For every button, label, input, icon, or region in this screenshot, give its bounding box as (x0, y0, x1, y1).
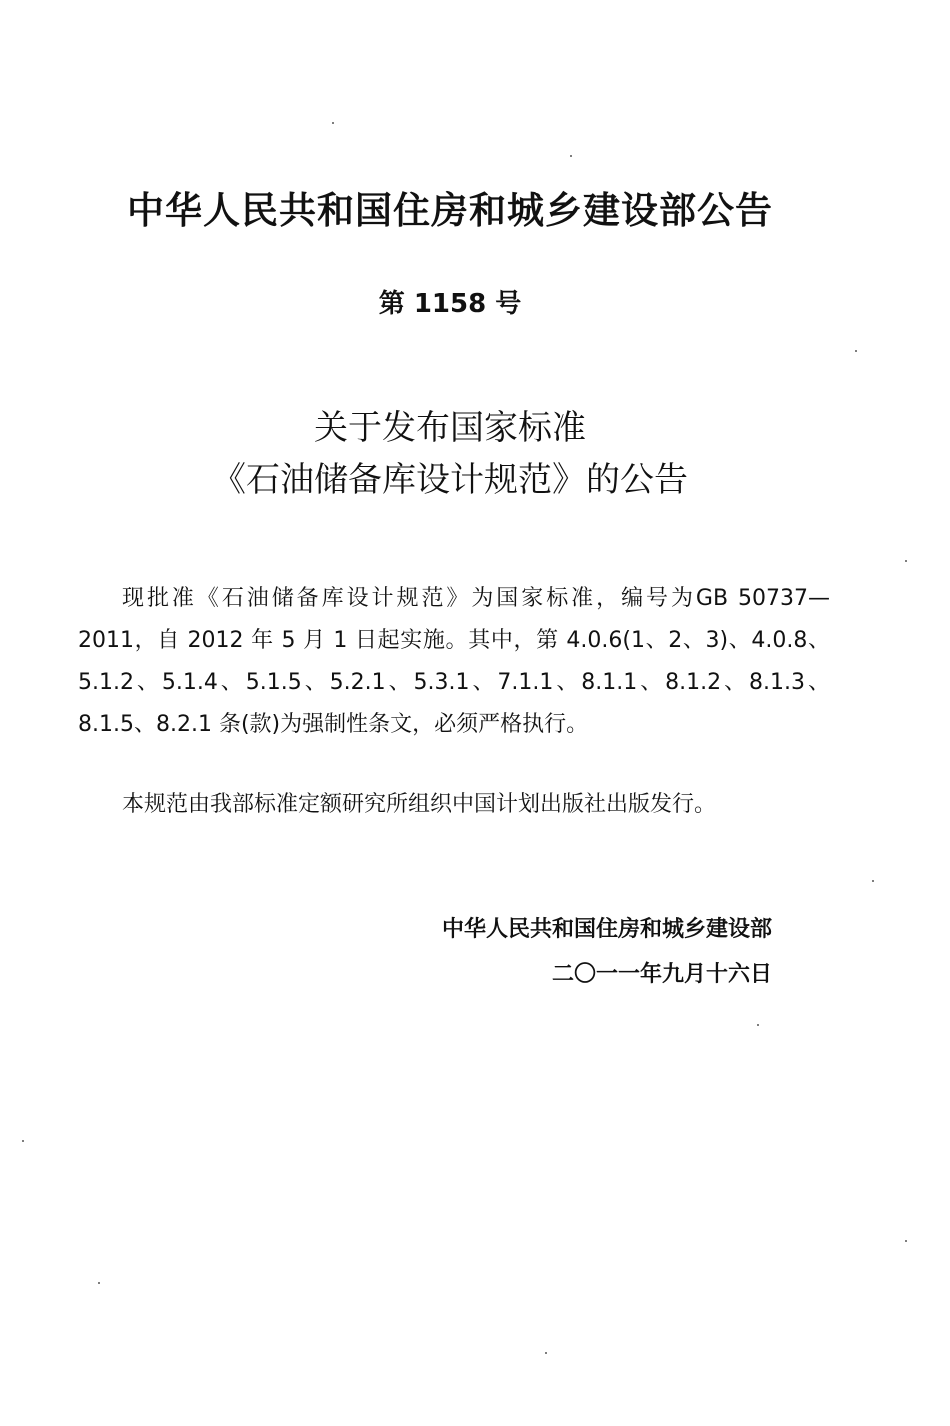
issue-date: 二〇一一年九月十六日 (551, 962, 772, 987)
scan-speck (22, 1140, 24, 1142)
announcement-title: 中华人民共和国住房和城乡建设部公告 (127, 189, 773, 232)
issuing-organization: 中华人民共和国住房和城乡建设部 (441, 917, 772, 942)
scan-speck (855, 350, 857, 352)
scan-speck (332, 122, 334, 124)
scan-speck (545, 1352, 547, 1354)
scan-speck (98, 1282, 100, 1284)
scan-speck (905, 560, 907, 562)
announcement-number: 第 1158 号 (378, 289, 522, 319)
scan-speck (757, 1024, 759, 1026)
body-paragraph-2: 本规范由我部标准定额研究所组织中国计划出版社出版发行。 (122, 792, 717, 817)
subject-line-2: 《石油储备库设计规范》的公告 (212, 460, 688, 500)
scan-speck (905, 1240, 907, 1242)
scan-speck (872, 880, 874, 882)
body-paragraph-1: 现批准《石油储备库设计规范》为国家标准，编号为GB 50737—2011，自 2012 年 5 月 1 日起实施。其中，第 4.0.6(1、2、3)、4.0.8、5.1.2、5.1.4、5.1.5、5.2.1、5.3.1、7.1.1、8.1.1、8.1.2、8.1.3、8.1.5、8.2.1 条(款)为强制性条文，必须严格执行。 (78, 586, 830, 737)
subject-line-1: 关于发布国家标准 (314, 408, 586, 448)
scan-speck (570, 155, 572, 157)
